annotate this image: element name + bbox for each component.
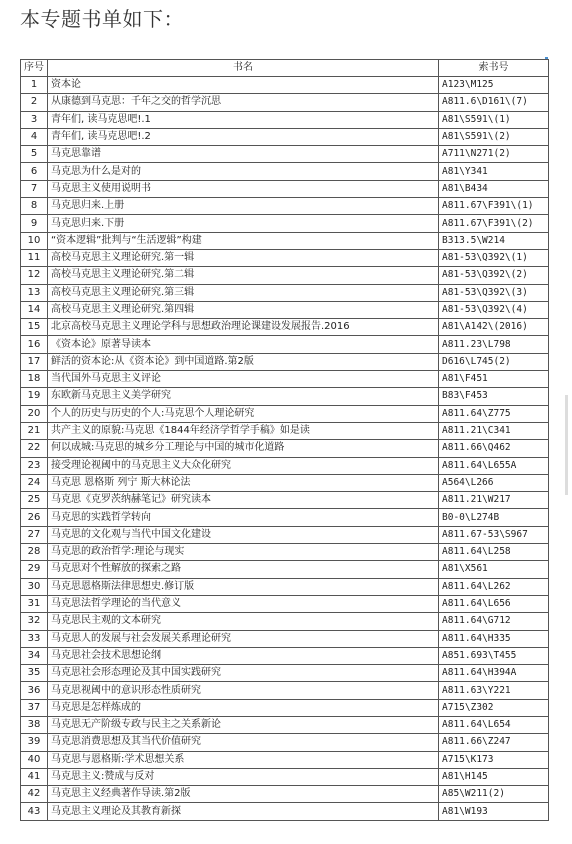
- book-title: 马克思归来.上册: [48, 198, 439, 215]
- table-header-row: [21, 60, 549, 77]
- header-title: 书名: [48, 60, 439, 77]
- call-number: A811.67\F391\(2): [439, 215, 549, 232]
- row-number: 14: [21, 301, 48, 318]
- book-title: 马克思是怎样炼成的: [48, 699, 439, 716]
- book-title: 马克思的文化观与当代中国文化建设: [48, 526, 439, 543]
- table-row: [21, 232, 549, 249]
- call-number: A811.21\W217: [439, 492, 549, 509]
- table-row: [21, 94, 549, 111]
- row-number: 6: [21, 163, 48, 180]
- row-number: 8: [21, 198, 48, 215]
- table-row: [21, 301, 549, 318]
- table-row: [21, 474, 549, 491]
- call-number: A811.21\C341: [439, 422, 549, 439]
- call-number: A811.64\L258: [439, 544, 549, 561]
- call-number: A711\N271(2): [439, 146, 549, 163]
- call-number: A81\S591\(2): [439, 128, 549, 145]
- book-title: 马克思靠谱: [48, 146, 439, 163]
- book-title: 马克思《克罗茨纳赫笔记》研究读本: [48, 492, 439, 509]
- call-number: A811.23\L798: [439, 336, 549, 353]
- scrollbar-track[interactable]: [565, 395, 568, 495]
- table-row: [21, 509, 549, 526]
- row-number: 7: [21, 180, 48, 197]
- row-number: 27: [21, 526, 48, 543]
- table-row: [21, 457, 549, 474]
- call-number: A811.64\H394A: [439, 665, 549, 682]
- table-row: [21, 180, 549, 197]
- table-row: [21, 561, 549, 578]
- call-number: A81\H145: [439, 768, 549, 785]
- call-number: B313.5\W214: [439, 232, 549, 249]
- row-number: 10: [21, 232, 48, 249]
- row-number: 37: [21, 699, 48, 716]
- call-number: A564\L266: [439, 474, 549, 491]
- book-title: 资本论: [48, 77, 439, 94]
- row-number: 19: [21, 388, 48, 405]
- call-number: A85\W211(2): [439, 786, 549, 803]
- book-title: 青年们, 读马克思吧!.1: [48, 111, 439, 128]
- table-row: [21, 647, 549, 664]
- table-row: [21, 128, 549, 145]
- table-row: [21, 353, 549, 370]
- row-number: 20: [21, 405, 48, 422]
- table-row: [21, 613, 549, 630]
- call-number: A811.63\Y221: [439, 682, 549, 699]
- call-number: A123\M125: [439, 77, 549, 94]
- table-row: [21, 803, 549, 820]
- call-number: A81\A142\(2016): [439, 319, 549, 336]
- call-number: A811.67\F391\(1): [439, 198, 549, 215]
- row-number: 16: [21, 336, 48, 353]
- table-row: [21, 336, 549, 353]
- row-number: 39: [21, 734, 48, 751]
- table-row: [21, 215, 549, 232]
- call-number: A81-53\Q392\(2): [439, 267, 549, 284]
- row-number: 18: [21, 371, 48, 388]
- call-number: A715\K173: [439, 751, 549, 768]
- row-number: 3: [21, 111, 48, 128]
- row-number: 32: [21, 613, 48, 630]
- row-number: 35: [21, 665, 48, 682]
- book-title: 青年们, 读马克思吧!.2: [48, 128, 439, 145]
- book-title: 个人的历史与历史的个人:马克思个人理论研究: [48, 405, 439, 422]
- book-title: 马克思主义经典著作导读.第2版: [48, 786, 439, 803]
- table-row: [21, 544, 549, 561]
- row-number: 41: [21, 768, 48, 785]
- book-title: 马克思人的发展与社会发展关系理论研究: [48, 630, 439, 647]
- table-row: [21, 249, 549, 266]
- book-title: 马克思法哲学理论的当代意义: [48, 595, 439, 612]
- row-number: 34: [21, 647, 48, 664]
- book-title: 接受理论视阈中的马克思主义大众化研究: [48, 457, 439, 474]
- call-number: A81-53\Q392\(3): [439, 284, 549, 301]
- row-number: 2: [21, 94, 48, 111]
- book-title: 马克思归来.下册: [48, 215, 439, 232]
- table-row: [21, 388, 549, 405]
- call-number: A81\W193: [439, 803, 549, 820]
- book-title: 马克思社会形态理论及其中国实践研究: [48, 665, 439, 682]
- call-number: A811.64\Z775: [439, 405, 549, 422]
- book-title: 鲜活的资本论:从《资本论》到中国道路.第2版: [48, 353, 439, 370]
- table-row: [21, 595, 549, 612]
- table-row: [21, 111, 549, 128]
- row-number: 43: [21, 803, 48, 820]
- table-row: [21, 768, 549, 785]
- row-number: 13: [21, 284, 48, 301]
- row-number: 30: [21, 578, 48, 595]
- header-call-number: 索书号: [439, 60, 549, 77]
- call-number: B0-0\L274B: [439, 509, 549, 526]
- row-number: 5: [21, 146, 48, 163]
- row-number: 1: [21, 77, 48, 94]
- table-row: [21, 716, 549, 733]
- row-number: 42: [21, 786, 48, 803]
- book-title: 北京高校马克思主义理论学科与思想政治理论课建设发展报告.2016: [48, 319, 439, 336]
- call-number: A811.64\H335: [439, 630, 549, 647]
- call-number: A811.64\G712: [439, 613, 549, 630]
- row-number: 36: [21, 682, 48, 699]
- table-row: [21, 699, 549, 716]
- call-number: A811.66\Q462: [439, 440, 549, 457]
- row-number: 28: [21, 544, 48, 561]
- row-number: 22: [21, 440, 48, 457]
- book-title: 高校马克思主义理论研究.第二辑: [48, 267, 439, 284]
- header-no: 序号: [21, 60, 48, 77]
- book-title: 马克思与恩格斯:学术思想关系: [48, 751, 439, 768]
- book-list-table: [20, 59, 549, 821]
- table-row: [21, 492, 549, 509]
- call-number: A715\Z302: [439, 699, 549, 716]
- call-number: A81\Y341: [439, 163, 549, 180]
- row-number: 11: [21, 249, 48, 266]
- book-title: 高校马克思主义理论研究.第四辑: [48, 301, 439, 318]
- call-number: A81\S591\(1): [439, 111, 549, 128]
- table-row: [21, 630, 549, 647]
- book-title: 马克思的政治哲学:理论与现实: [48, 544, 439, 561]
- book-list-table-container: [20, 59, 548, 821]
- call-number: D616\L745(2): [439, 353, 549, 370]
- row-number: 31: [21, 595, 48, 612]
- table-row: [21, 146, 549, 163]
- call-number: A811.64\L656: [439, 595, 549, 612]
- table-row: [21, 751, 549, 768]
- table-row: [21, 371, 549, 388]
- row-number: 33: [21, 630, 48, 647]
- table-row: [21, 786, 549, 803]
- book-title: 马克思无产阶级专政与民主之关系新论: [48, 716, 439, 733]
- book-title: 马克思为什么是对的: [48, 163, 439, 180]
- row-number: 9: [21, 215, 48, 232]
- book-title: 马克思的实践哲学转向: [48, 509, 439, 526]
- book-title: 马克思 恩格斯 列宁 斯大林论法: [48, 474, 439, 491]
- call-number: A81\B434: [439, 180, 549, 197]
- book-title: 何以成城:马克思的城乡分工理论与中国的城市化道路: [48, 440, 439, 457]
- row-number: 29: [21, 561, 48, 578]
- table-row: [21, 77, 549, 94]
- call-number: A811.64\L262: [439, 578, 549, 595]
- row-number: 12: [21, 267, 48, 284]
- call-number: A851.693\T455: [439, 647, 549, 664]
- call-number: A811.64\L655A: [439, 457, 549, 474]
- call-number: A811.66\Z247: [439, 734, 549, 751]
- book-title: 《资本论》原著导读本: [48, 336, 439, 353]
- row-number: 17: [21, 353, 48, 370]
- table-row: [21, 682, 549, 699]
- book-title: 马克思民主观的文本研究: [48, 613, 439, 630]
- table-row: [21, 405, 549, 422]
- book-title: 马克思视阈中的意识形态性质研究: [48, 682, 439, 699]
- row-number: 21: [21, 422, 48, 439]
- table-row: [21, 440, 549, 457]
- book-title: 马克思主义理论及其教育新探: [48, 803, 439, 820]
- table-row: [21, 422, 549, 439]
- call-number: A81-53\Q392\(1): [439, 249, 549, 266]
- row-number: 24: [21, 474, 48, 491]
- table-row: [21, 578, 549, 595]
- call-number: A811.67-53\S967: [439, 526, 549, 543]
- table-row: [21, 665, 549, 682]
- book-title: 马克思主义:赞成与反对: [48, 768, 439, 785]
- book-title: 马克思恩格斯法律思想史.修订版: [48, 578, 439, 595]
- book-title: 东欧新马克思主义美学研究: [48, 388, 439, 405]
- row-number: 40: [21, 751, 48, 768]
- book-title: 当代国外马克思主义评论: [48, 371, 439, 388]
- call-number: A81\X561: [439, 561, 549, 578]
- book-title: “资本逻辑”批判与“生活逻辑”构建: [48, 232, 439, 249]
- call-number: A811.64\L654: [439, 716, 549, 733]
- book-title: 马克思对个性解放的探索之路: [48, 561, 439, 578]
- table-row: [21, 284, 549, 301]
- book-title: 马克思主义使用说明书: [48, 180, 439, 197]
- row-number: 26: [21, 509, 48, 526]
- book-title: 共产主义的原貌:马克思《1844年经济学哲学手稿》如是读: [48, 422, 439, 439]
- book-title: 从康德到马克思：千年之交的哲学沉思: [48, 94, 439, 111]
- table-row: [21, 734, 549, 751]
- call-number: A81\F451: [439, 371, 549, 388]
- table-row: [21, 526, 549, 543]
- row-number: 15: [21, 319, 48, 336]
- book-title: 马克思消费思想及其当代价值研究: [48, 734, 439, 751]
- book-title: 高校马克思主义理论研究.第一辑: [48, 249, 439, 266]
- row-number: 4: [21, 128, 48, 145]
- book-title: 马克思社会技术思想论纲: [48, 647, 439, 664]
- table-row: [21, 267, 549, 284]
- call-number: B83\F453: [439, 388, 549, 405]
- row-number: 38: [21, 716, 48, 733]
- table-row: [21, 163, 549, 180]
- row-number: 25: [21, 492, 48, 509]
- book-title: 高校马克思主义理论研究.第三辑: [48, 284, 439, 301]
- call-number: A811.6\D161\(7): [439, 94, 549, 111]
- page-heading: 本专题书单如下：: [20, 7, 184, 31]
- row-number: 23: [21, 457, 48, 474]
- table-row: [21, 198, 549, 215]
- call-number: A81-53\Q392\(4): [439, 301, 549, 318]
- table-row: [21, 319, 549, 336]
